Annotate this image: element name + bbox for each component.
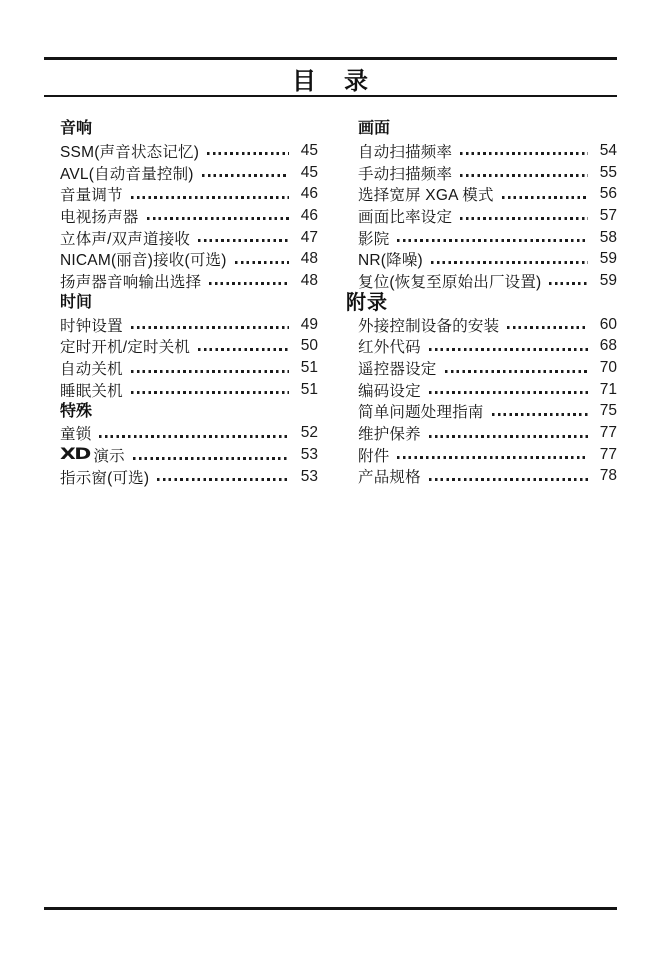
dotted-leader <box>460 217 588 220</box>
toc-entry-label: 手动扫描频率 <box>358 165 453 183</box>
toc-entry-label: AVL(自动音量控制) <box>60 165 194 183</box>
toc-entry-page: 46 <box>300 185 318 203</box>
dotted-leader <box>198 239 289 242</box>
toc-entry <box>60 423 318 445</box>
toc-entry <box>346 357 617 379</box>
toc-entry <box>346 270 617 292</box>
toc-entry-page: 48 <box>300 271 318 289</box>
toc-entry <box>346 444 617 466</box>
dotted-leader <box>147 217 289 220</box>
toc-entry <box>60 205 318 227</box>
toc-entry-label: 自动关机 <box>60 361 123 379</box>
toc-entry-page: 75 <box>599 402 617 420</box>
dotted-leader <box>198 348 289 351</box>
toc-entry-label: 红外代码 <box>358 339 421 357</box>
toc-entry-page: 51 <box>300 359 318 377</box>
dotted-leader <box>235 261 289 264</box>
toc-entry <box>60 227 318 249</box>
dotted-leader <box>131 370 289 373</box>
toc-entry-page: 57 <box>599 206 617 224</box>
toc-entry-label: XD 演示 <box>60 445 125 466</box>
toc-entry <box>346 183 617 205</box>
toc-entry-page: 60 <box>599 315 617 333</box>
toc-entry <box>346 379 617 401</box>
dotted-leader <box>131 326 289 329</box>
dotted-leader <box>549 282 588 285</box>
toc-entry <box>346 466 617 488</box>
toc-entry-label: 定时开机/定时关机 <box>60 339 191 357</box>
page-title: 目 录 <box>292 68 370 95</box>
toc-columns <box>44 118 617 488</box>
toc-entry-label: 画面比率设定 <box>358 208 453 226</box>
dotted-leader <box>131 391 289 394</box>
dotted-leader <box>202 174 289 177</box>
toc-entry-label: 扬声器音响输出选择 <box>60 273 202 291</box>
toc-entry <box>346 336 617 358</box>
title-underline-rule <box>44 95 617 97</box>
toc-entry-label: 复位(恢复至原始出厂设置) <box>358 273 542 291</box>
toc-entry-label: 睡眠关机 <box>60 382 123 400</box>
toc-entry <box>60 183 318 205</box>
top-rule <box>44 57 617 60</box>
toc-entry <box>60 248 318 270</box>
dotted-leader <box>460 174 588 177</box>
toc-entry <box>60 444 318 466</box>
dotted-leader <box>397 456 588 459</box>
toc-entry <box>60 336 318 358</box>
dotted-leader <box>429 478 588 481</box>
toc-entry <box>346 248 617 270</box>
toc-entry-page: 56 <box>599 185 617 203</box>
toc-entry <box>60 270 318 292</box>
toc-entry <box>60 162 318 184</box>
toc-entry <box>346 162 617 184</box>
toc-entry-page: 50 <box>300 337 318 355</box>
toc-entry-page: 70 <box>599 359 617 377</box>
toc-entry <box>346 422 617 444</box>
dotted-leader <box>157 478 289 481</box>
dotted-leader <box>431 261 588 264</box>
toc-entry-page: 59 <box>599 250 617 268</box>
toc-entry-label: 选择宽屏 XGA 模式 <box>358 187 494 205</box>
toc-entry-page: 58 <box>599 228 617 246</box>
dotted-leader <box>397 239 588 242</box>
toc-entry-label: 时钟设置 <box>60 317 123 335</box>
dotted-leader <box>99 435 289 438</box>
toc-entry <box>346 227 617 249</box>
dotted-leader <box>429 348 588 351</box>
dotted-leader <box>133 457 289 460</box>
toc-entry-label: NR(降噪) <box>358 252 423 270</box>
toc-entry-page: 49 <box>300 315 318 333</box>
toc-entry-label: 产品规格 <box>358 469 421 487</box>
toc-entry-label: 立体声/双声道接收 <box>60 230 191 248</box>
toc-entry-page: 77 <box>599 424 617 442</box>
toc-entry-label: 影院 <box>358 230 390 248</box>
dotted-leader <box>492 413 588 416</box>
toc-entry-label: 音量调节 <box>60 187 123 205</box>
toc-entry <box>60 140 318 162</box>
dotted-leader <box>131 196 289 199</box>
bottom-rule <box>44 907 617 910</box>
toc-entry-label: 附件 <box>358 447 390 465</box>
toc-entry <box>346 140 617 162</box>
toc-entry-label: 指示窗(可选) <box>60 469 150 487</box>
toc-entry-label: 简单问题处理指南 <box>358 404 484 422</box>
toc-entry-page: 53 <box>300 467 318 485</box>
toc-entry <box>346 401 617 423</box>
dotted-leader <box>507 326 588 329</box>
dotted-leader <box>502 196 588 199</box>
toc-entry-label: 外接控制设备的安装 <box>358 317 500 335</box>
toc-entry-page: 46 <box>300 206 318 224</box>
toc-entry-page: 52 <box>300 424 318 442</box>
toc-entry-page: 55 <box>599 163 617 181</box>
toc-entry-page: 53 <box>300 446 318 464</box>
toc-entry-label: 编码设定 <box>358 382 421 400</box>
section-heading: 时间 <box>60 293 93 311</box>
dotted-leader <box>429 391 588 394</box>
toc-column-right <box>346 118 617 488</box>
toc-entry-page: 54 <box>599 141 617 159</box>
dotted-leader <box>429 435 588 438</box>
section-heading: 音响 <box>60 120 93 137</box>
toc-entry-page: 48 <box>300 250 318 268</box>
toc-entry-label: NICAM(丽音)接收(可选) <box>60 252 227 270</box>
toc-entry-page: 71 <box>599 380 617 398</box>
toc-entry-label: 遥控器设定 <box>358 361 437 379</box>
toc-entry-page: 77 <box>599 445 617 463</box>
toc-entry-page: 68 <box>599 337 617 355</box>
toc-entry-page: 45 <box>300 141 318 159</box>
dotted-leader <box>460 152 588 155</box>
section-heading: 特殊 <box>60 402 93 420</box>
toc-entry-label: SSM(声音状态记忆) <box>60 143 200 161</box>
toc-entry-label: 维护保养 <box>358 426 421 444</box>
toc-entry-page: 47 <box>300 228 318 246</box>
toc-entry-page: 45 <box>300 163 318 181</box>
xd-logo: XD <box>60 445 90 464</box>
toc-entry-page: 78 <box>599 467 617 485</box>
toc-entry <box>60 357 318 379</box>
toc-entry-page: 51 <box>300 380 318 398</box>
toc-entry <box>346 205 617 227</box>
toc-entry <box>60 314 318 336</box>
toc-column-left <box>44 118 318 488</box>
toc-entry <box>60 466 318 488</box>
section-heading: 附录 <box>346 291 388 314</box>
toc-entry <box>60 379 318 401</box>
dotted-leader <box>209 282 289 285</box>
toc-entry-label: 童锁 <box>60 426 92 444</box>
dotted-leader <box>207 152 289 155</box>
toc-entry <box>346 314 617 336</box>
toc-entry-page: 59 <box>599 271 617 289</box>
toc-entry-label: 电视扬声器 <box>60 208 139 226</box>
section-heading: 画面 <box>358 120 391 137</box>
dotted-leader <box>445 370 588 373</box>
toc-entry-label: 自动扫描频率 <box>358 143 453 161</box>
